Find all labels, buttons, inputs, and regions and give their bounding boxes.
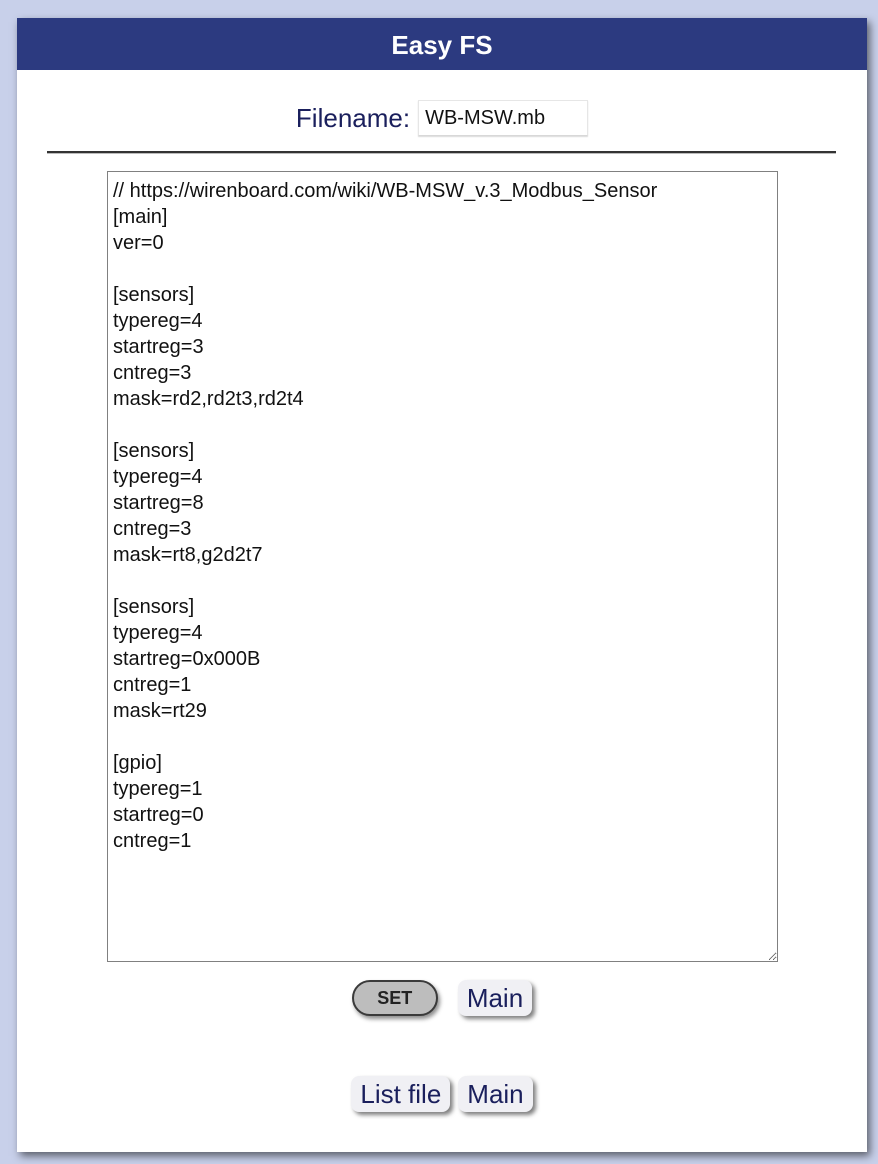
filename-input[interactable] [418, 100, 588, 136]
set-button[interactable]: SET [352, 980, 438, 1016]
page-title: Easy FS [17, 18, 867, 70]
main-button[interactable]: Main [458, 980, 532, 1016]
filename-label: Filename: [295, 102, 411, 133]
file-content-editor[interactable] [107, 171, 778, 962]
main-footer-button[interactable]: Main [458, 1076, 532, 1112]
divider [47, 151, 836, 154]
editor-actions [17, 980, 867, 1016]
main-panel [17, 18, 867, 1152]
footer-actions [17, 1076, 867, 1112]
filename-row [17, 98, 867, 138]
list-file-button[interactable]: List file [351, 1076, 450, 1112]
